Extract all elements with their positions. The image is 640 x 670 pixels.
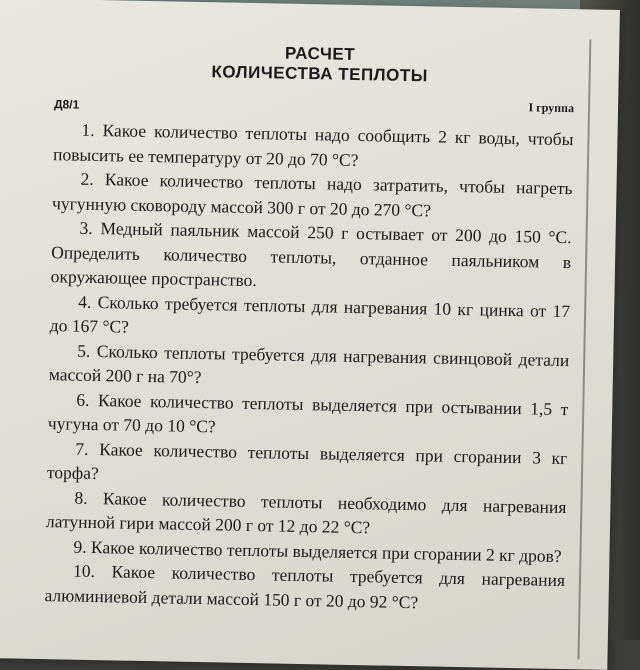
- task-item: 10. Какое количество теплоты требуется для нагревания алюминиевой детали массой 150 г от 20 до 92 °С?: [44, 560, 566, 612]
- task-item: 5. Сколько теплоты требуется для нагревания свинцовой детали массой 200 г на 70°?: [48, 340, 570, 388]
- page-title: [65, 39, 576, 89]
- task-list: [44, 117, 573, 617]
- task-item: 4. Сколько требуется теплоты для нагревания 10 кг цинка от 17 до 167 °С?: [49, 291, 571, 337]
- title-line-1: РАСЧЕТ: [284, 43, 356, 64]
- task-item: 3. Медный паяльник массой 250 г остывает от 200 до 150 °С. Определить количество теплоты, отданное паяльником в окружающее пространство.: [50, 217, 572, 291]
- task-item: 8. Какое количество теплоты необходимо для нагревания латунной гири массой 200 г от 12 до 22 °С?: [45, 487, 567, 538]
- task-item: 6. Какое количество теплоты выделяется при остывании 1,5 т чугуна от 70 до 10 °С?: [47, 389, 569, 437]
- title-line-2: КОЛИЧЕСТВА ТЕПЛОТЫ: [211, 62, 429, 86]
- task-item: 9. Какое количество теплоты выделяется при сгорании 2 кг дров?: [73, 536, 562, 566]
- page-content: [44, 39, 575, 617]
- task-item: 2. Какое количество теплоты надо затратить, чтобы нагреть чугунную сковороду массой 300 г от 20 до 270 °С?: [51, 168, 573, 220]
- task-item: 1. Какое количество теплоты надо сообщить 2 кг воды, чтобы повысить ее температуру от 20 до 70 °С?: [52, 119, 574, 170]
- group-label: I группа: [528, 100, 575, 116]
- section-code: Д8/1: [53, 97, 80, 112]
- page-gutter-line: [577, 39, 591, 659]
- task-item: 7. Какое количество теплоты выделяется при сгорании 3 кг торфа?: [46, 438, 568, 484]
